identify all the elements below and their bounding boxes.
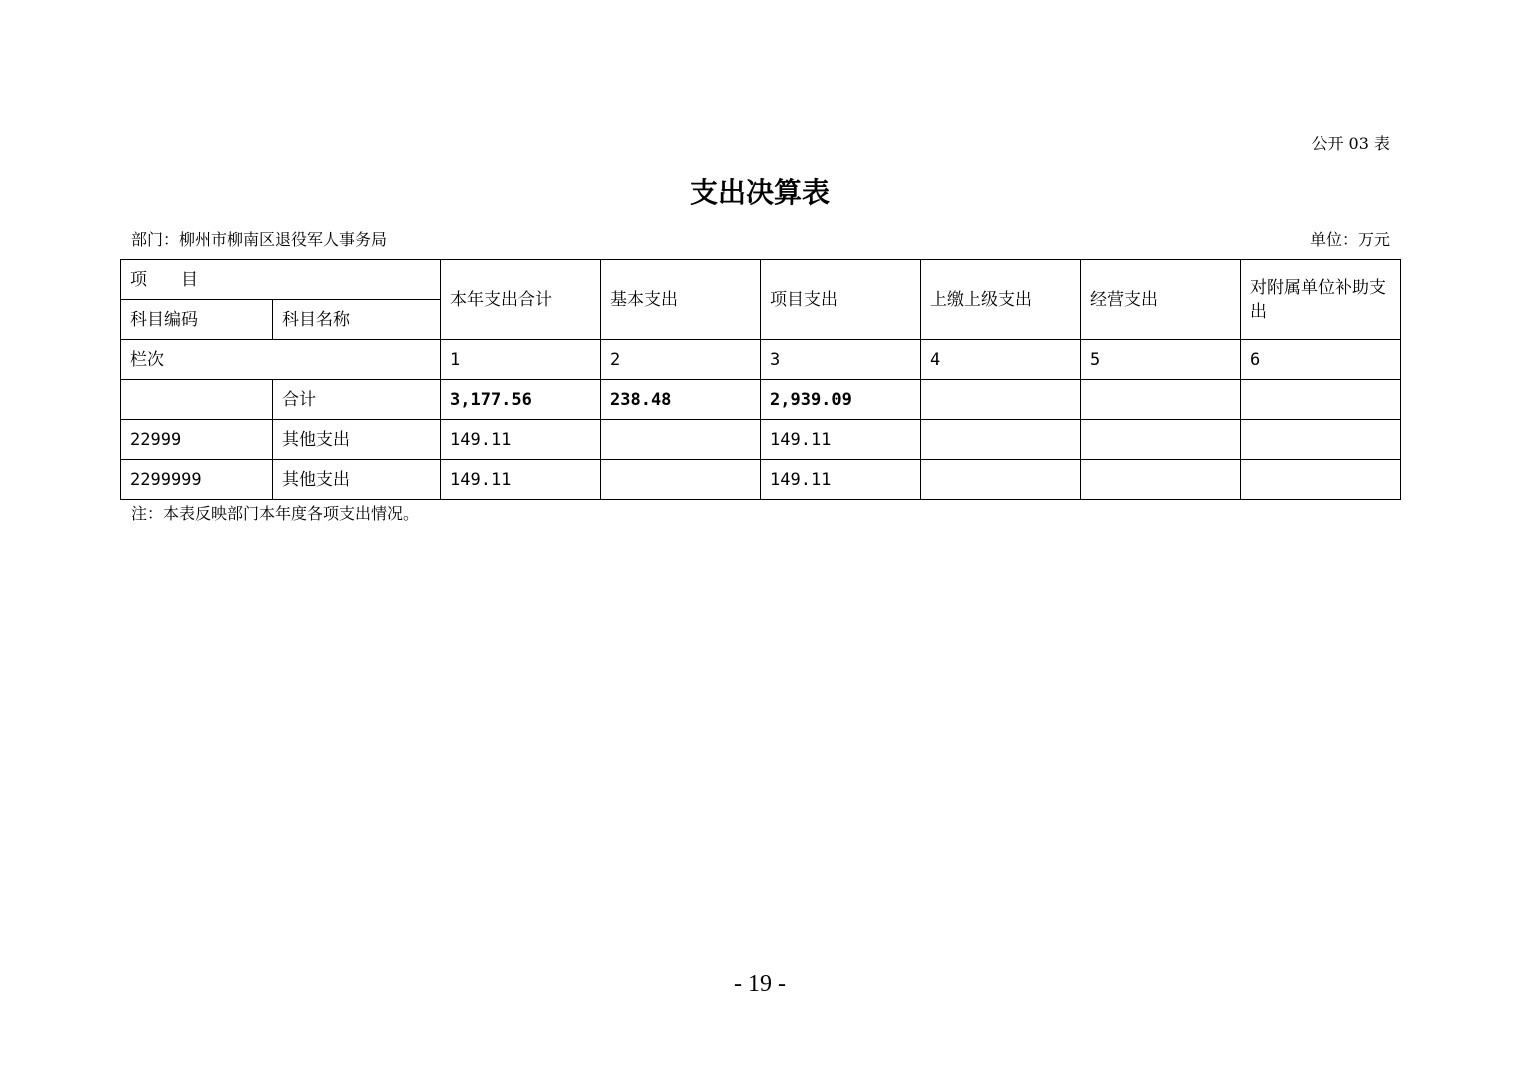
row-value — [1241, 420, 1401, 460]
header-name: 科目名称 — [273, 300, 441, 340]
row-value: 149.11 — [441, 420, 601, 460]
header-operating-expenditure: 经营支出 — [1081, 260, 1241, 340]
table-row — [121, 460, 1401, 500]
row-value — [1081, 420, 1241, 460]
row-value — [1241, 460, 1401, 500]
row-value: 149.11 — [761, 460, 921, 500]
row-value — [601, 460, 761, 500]
expenditure-table — [120, 259, 1401, 500]
unit-label: 单位：万元 — [1309, 230, 1390, 249]
row-value: 149.11 — [441, 460, 601, 500]
total-value: 3,177.56 — [441, 380, 601, 420]
header-item: 项 目 — [121, 260, 441, 300]
row-value — [921, 420, 1081, 460]
table-note: 注：本表反映部门本年度各项支出情况。 — [131, 504, 420, 523]
header-code: 科目编码 — [121, 300, 273, 340]
row-value — [601, 420, 761, 460]
header-row-1 — [121, 260, 1401, 300]
total-value — [1081, 380, 1241, 420]
form-code: 公开 03 表 — [1311, 134, 1390, 153]
row-value: 149.11 — [761, 420, 921, 460]
column-index-number: 2 — [601, 340, 761, 380]
header-subsidiary-subsidy: 对附属单位补助支出 — [1241, 260, 1401, 340]
row-name: 其他支出 — [273, 420, 441, 460]
total-row — [121, 380, 1401, 420]
column-index-number: 1 — [441, 340, 601, 380]
table-row — [121, 420, 1401, 460]
total-value — [1241, 380, 1401, 420]
header-total-expenditure: 本年支出合计 — [441, 260, 601, 340]
header-remit-superior: 上缴上级支出 — [921, 260, 1081, 340]
column-index-label: 栏次 — [121, 340, 441, 380]
header-basic-expenditure: 基本支出 — [601, 260, 761, 340]
total-value: 2,939.09 — [761, 380, 921, 420]
header-project-expenditure: 项目支出 — [761, 260, 921, 340]
total-value: 238.48 — [601, 380, 761, 420]
page-number: - 19 - — [734, 971, 786, 997]
column-index-number: 4 — [921, 340, 1081, 380]
row-code: 22999 — [121, 420, 273, 460]
row-code: 2299999 — [121, 460, 273, 500]
total-code — [121, 380, 273, 420]
column-index-number: 6 — [1241, 340, 1401, 380]
row-name: 其他支出 — [273, 460, 441, 500]
column-index-number: 3 — [761, 340, 921, 380]
row-value — [921, 460, 1081, 500]
department-label: 部门：柳州市柳南区退役军人事务局 — [131, 230, 388, 249]
total-name: 合计 — [273, 380, 441, 420]
page-title: 支出决算表 — [689, 176, 830, 209]
total-value — [921, 380, 1081, 420]
column-index-number: 5 — [1081, 340, 1241, 380]
column-index-row — [121, 340, 1401, 380]
row-value — [1081, 460, 1241, 500]
